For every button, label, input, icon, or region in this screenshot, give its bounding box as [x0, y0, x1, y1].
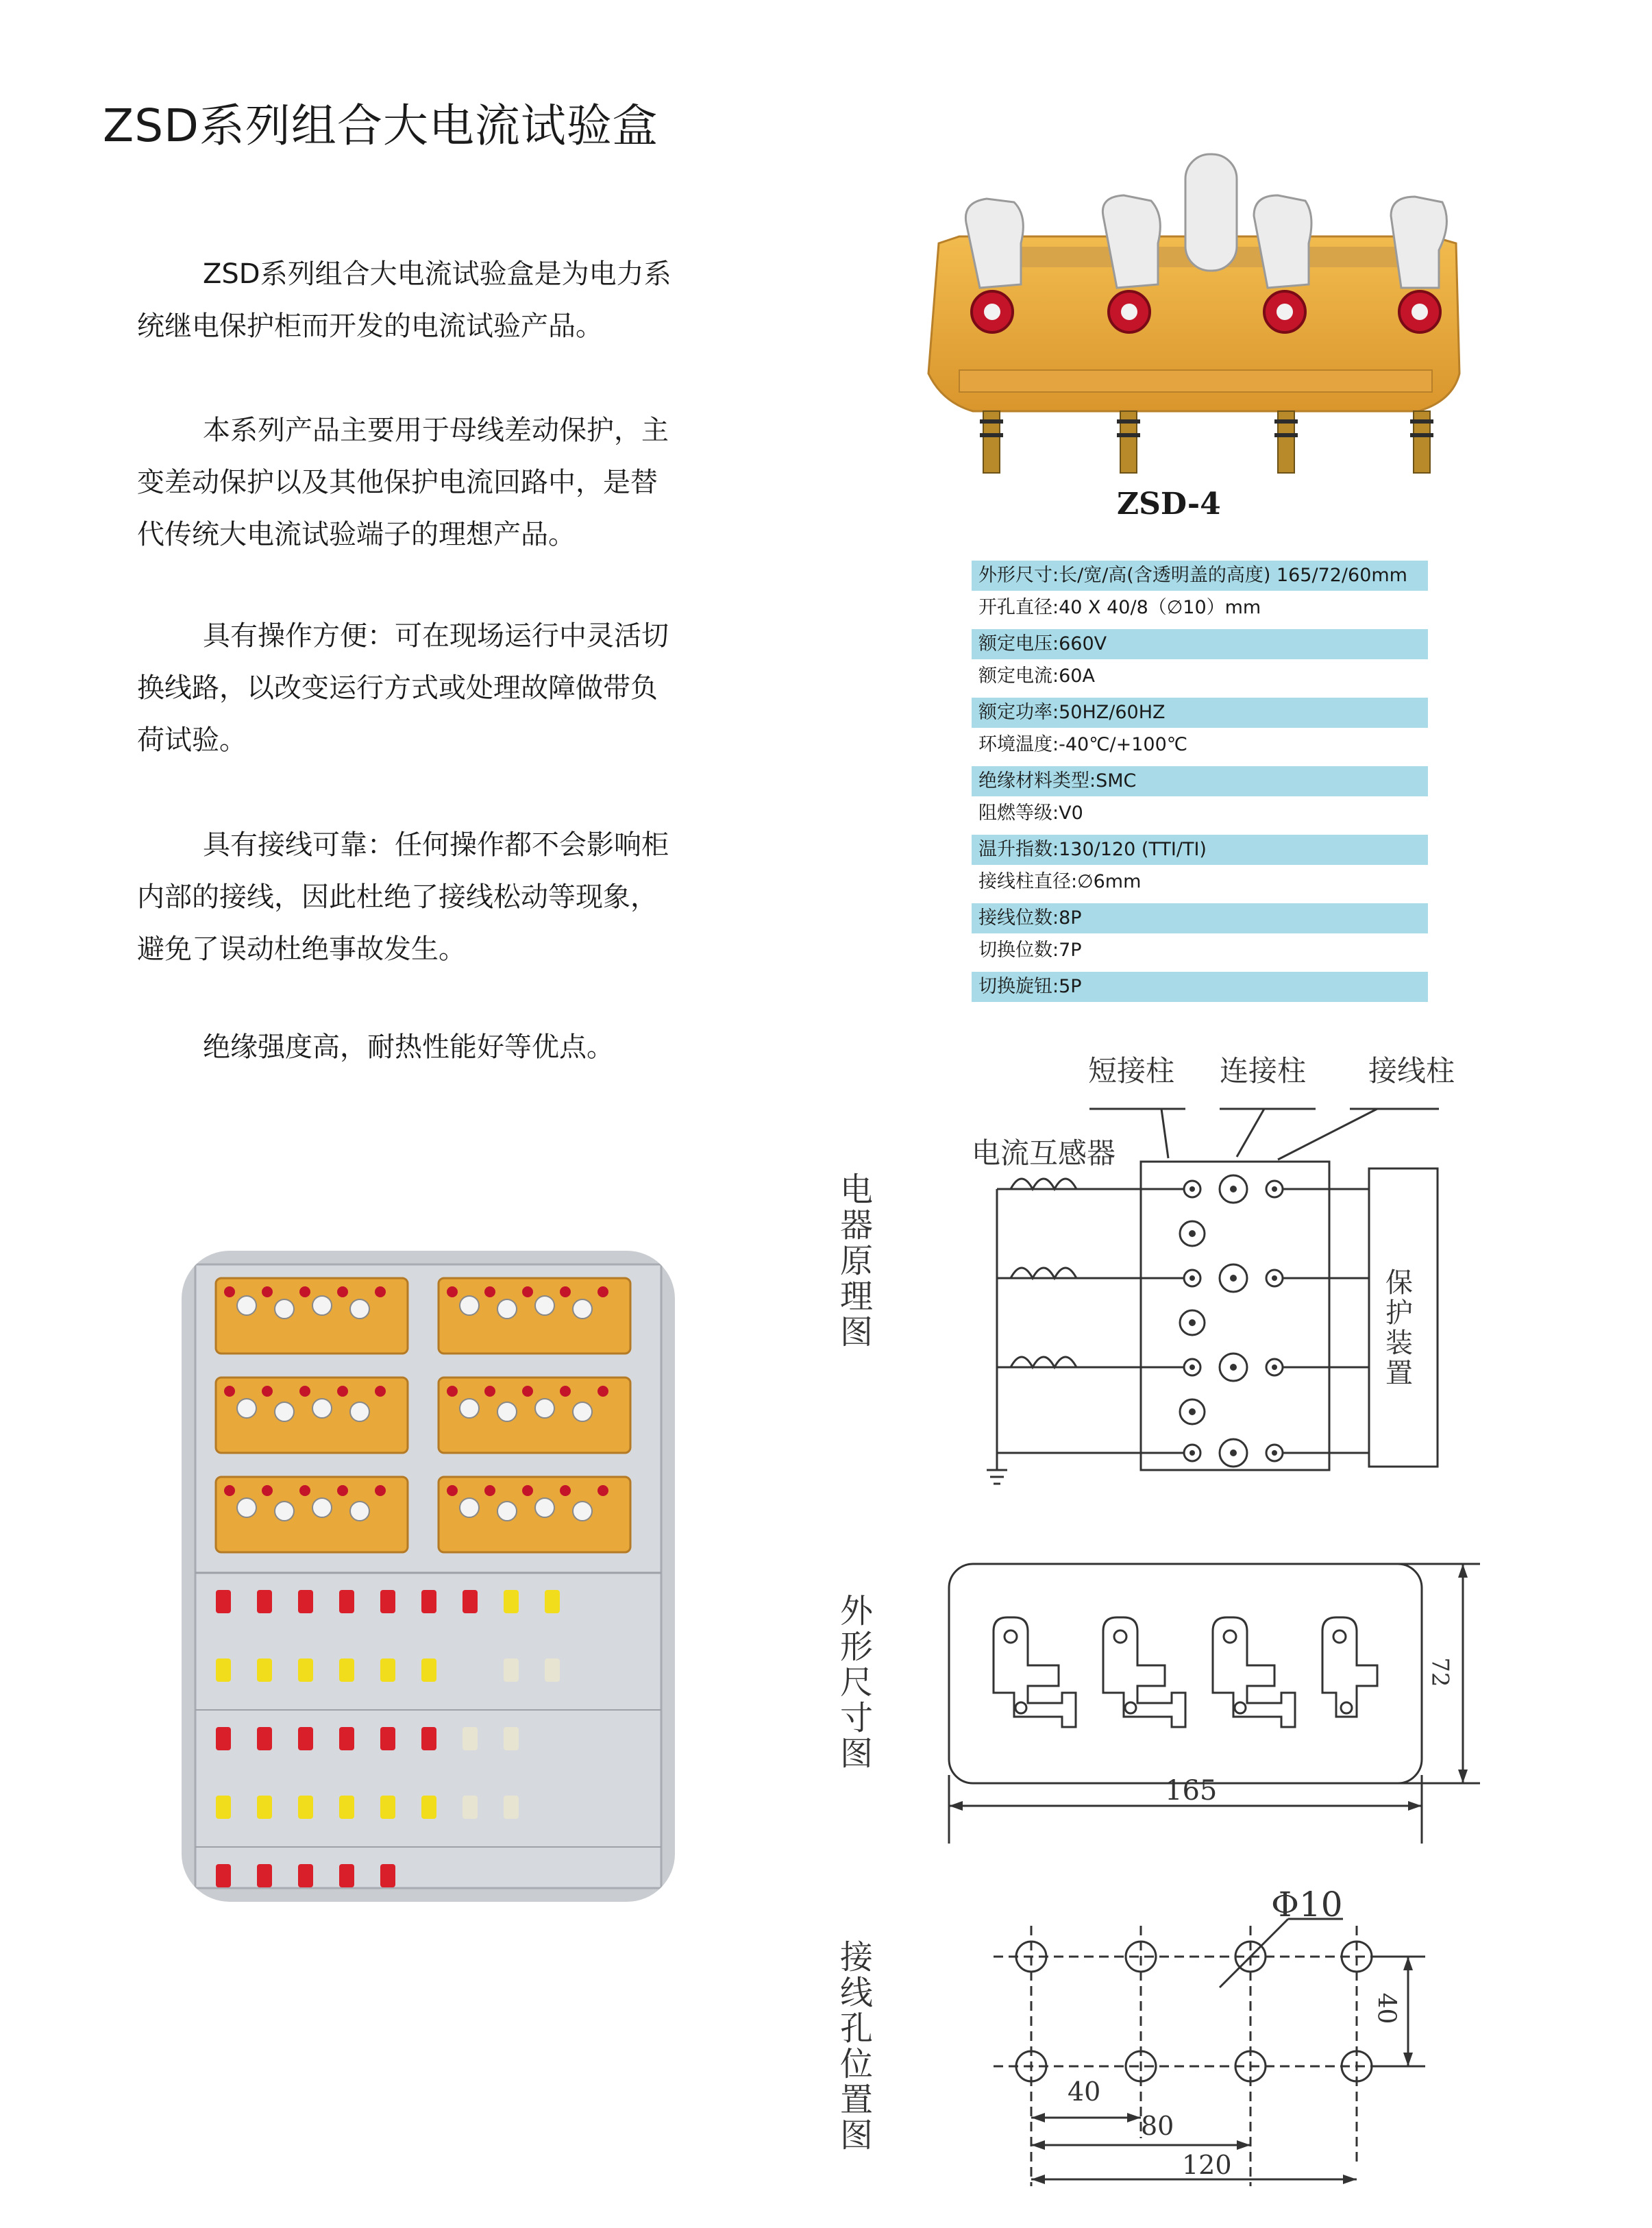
spec-row: 切换位数:7P [978, 940, 1082, 961]
insulation-paragraph: 绝缘强度高，耐热性能好等优点。 [203, 1031, 614, 1063]
spec-table [972, 559, 1428, 1004]
product-photo [911, 147, 1480, 483]
holes-section-label: 接线孔位置图 [839, 1938, 873, 2155]
wiring-paragraph: 具有接线可靠：任何操作都不会影响柜内部的接线，因此杜绝了接线松动等现象，避免了误动杜绝事故发生。 [137, 829, 669, 965]
outline-section-label: 外形尺寸图 [839, 1592, 873, 1773]
hole-spacing-120-label: 120 [1182, 2150, 1232, 2180]
page-title: ZSD系列组合大电流试验盒 [103, 99, 658, 152]
spec-row: 切换旋钮:5P [972, 972, 1428, 1002]
protection-device-label: 保护装置 [1385, 1267, 1413, 1389]
spec-row: 额定功率:50HZ/60HZ [972, 698, 1428, 728]
spec-row: 环境温度:-40℃/+100℃ [978, 734, 1188, 755]
cabinet-panel-photo [182, 1251, 675, 1902]
spec-row: 温升指数:130/120 (TTI/TI) [972, 835, 1428, 865]
hole-vertical-label: 40 [1372, 1992, 1401, 2024]
outline-diagram [939, 1556, 1480, 1857]
outline-width-label: 165 [1165, 1775, 1218, 1807]
spec-row: 额定电压:660V [972, 629, 1428, 659]
spec-row: 额定电流:60A [978, 665, 1095, 687]
hole-spacing-40-label: 40 [1068, 2077, 1101, 2107]
hole-diameter-label: Φ10 [1271, 1885, 1343, 1924]
operation-paragraph: 具有操作方便：可在现场运行中灵活切换线路，以改变运行方式或处理故障做带负荷试验。 [137, 620, 669, 756]
outline-height-label: 72 [1426, 1657, 1454, 1687]
model-label: ZSD-4 [1117, 487, 1221, 522]
spec-row: 接线柱直径:∅6mm [978, 871, 1142, 892]
usage-paragraph: 本系列产品主要用于母线差动保护，主变差动保护以及其他保护电流回路中，是替代传统大电流试验端子的理想产品。 [137, 415, 669, 550]
intro-paragraph: ZSD系列组合大电流试验盒是为电力系统继电保护柜而开发的电流试验产品。 [137, 258, 671, 342]
spec-row: 接线位数:8P [972, 903, 1428, 933]
link-post-label: 连接柱 [1220, 1054, 1307, 1088]
short-post-label: 短接柱 [1088, 1054, 1175, 1088]
hole-spacing-80-label: 80 [1141, 2111, 1174, 2141]
schematic-diagram [959, 1097, 1453, 1508]
spec-row: 阻燃等级:V0 [978, 803, 1083, 824]
spec-row: 开孔直径:40 X 40/8（∅10）mm [978, 597, 1261, 618]
spec-row: 绝缘材料类型:SMC [972, 766, 1428, 796]
spec-row: 外形尺寸:长/宽/高(含透明盖的高度) 165/72/60mm [972, 561, 1428, 591]
ct-label: 电流互感器 [972, 1136, 1116, 1170]
schematic-section-label: 电器原理图 [839, 1171, 873, 1351]
wire-post-label: 接线柱 [1368, 1054, 1455, 1088]
